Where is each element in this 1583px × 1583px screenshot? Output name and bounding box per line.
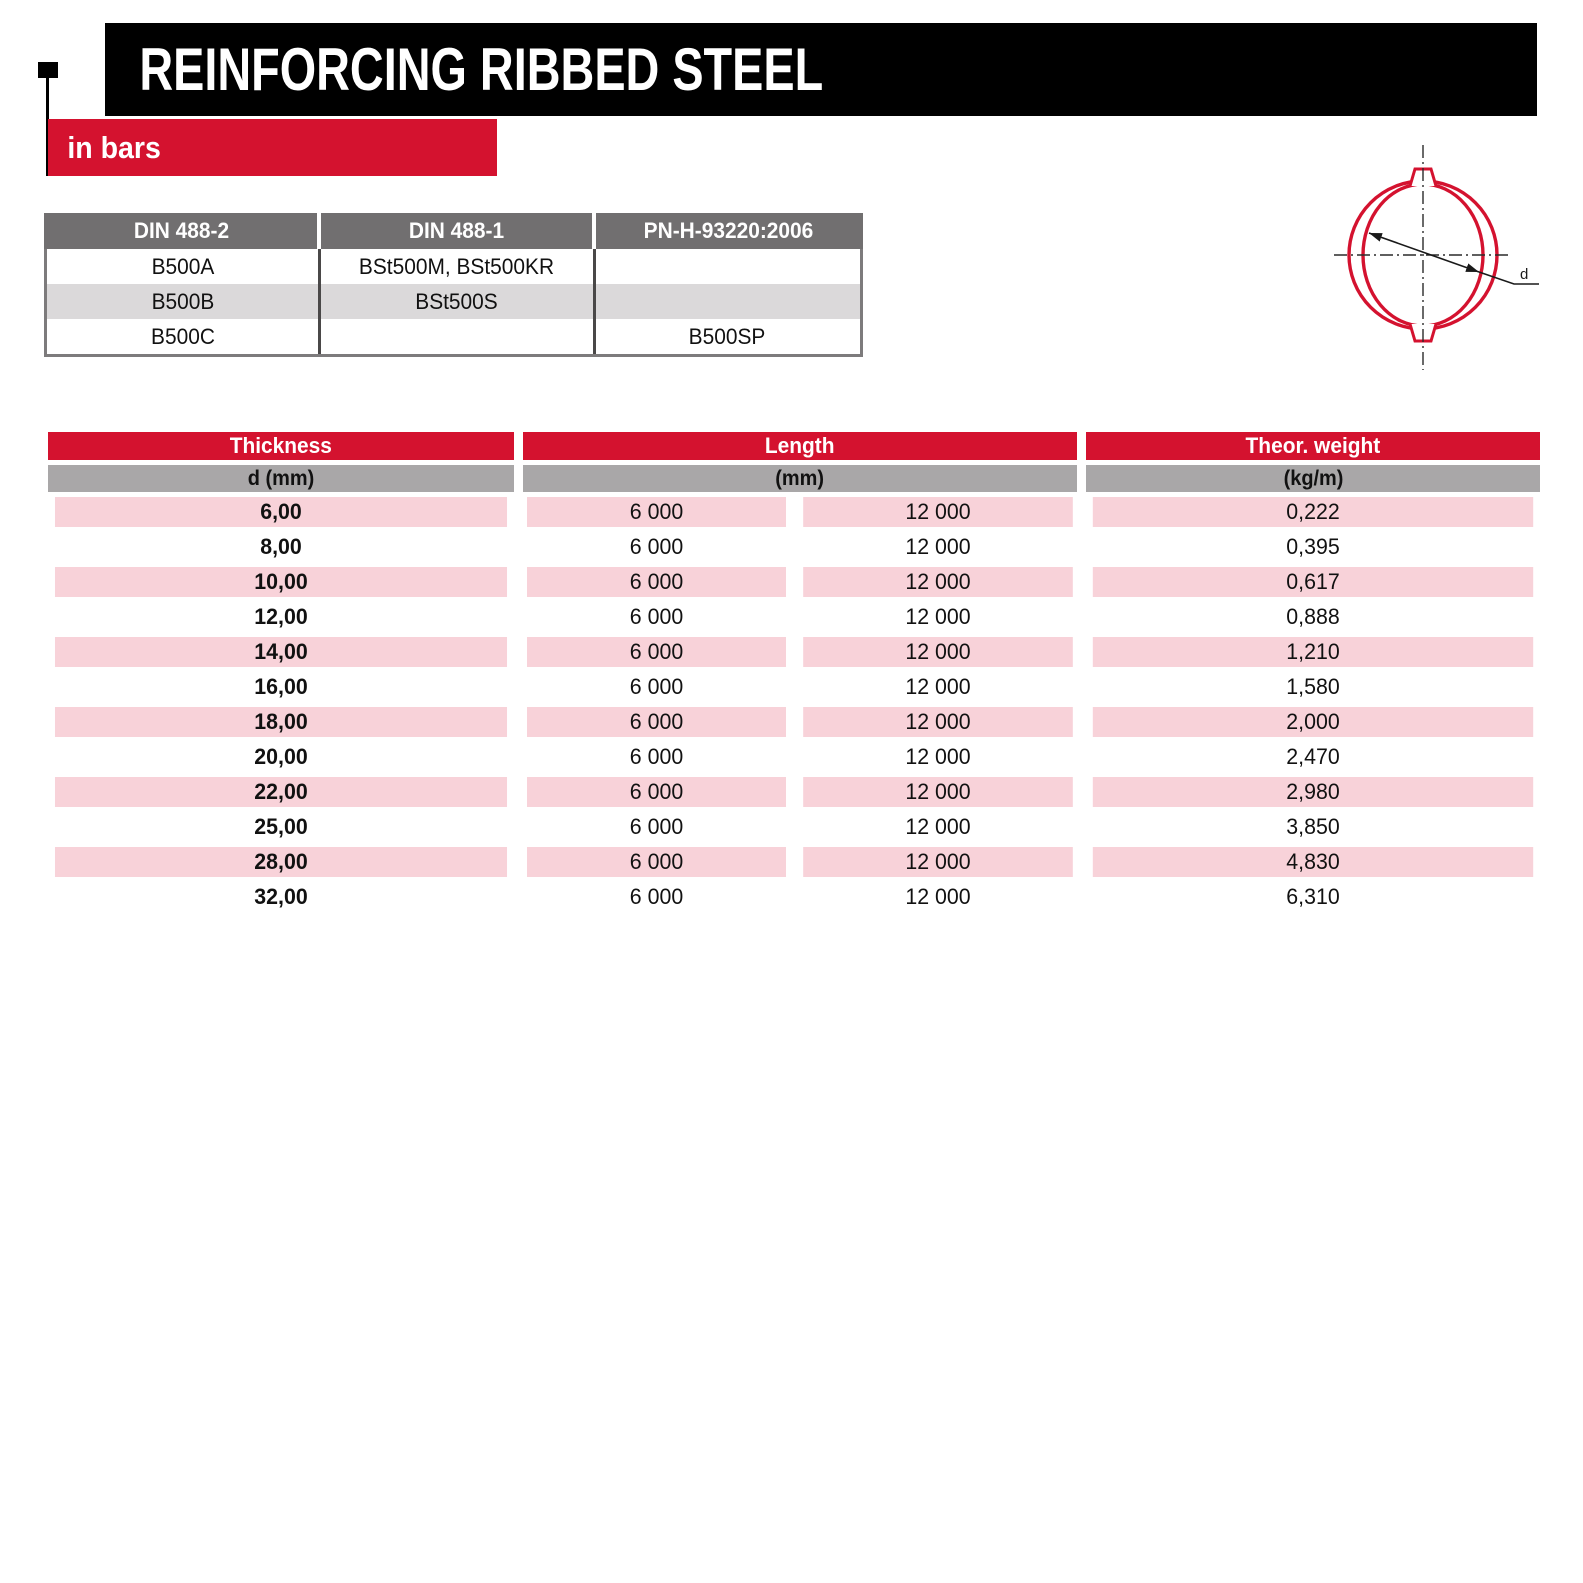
spec-table-row <box>48 637 1540 667</box>
cell-thickness: 28,00 <box>55 847 507 877</box>
cell-length-12000: 12 000 <box>905 814 971 839</box>
spec-table-row <box>48 567 1540 597</box>
cell-length-6000: 6 000 <box>629 604 684 629</box>
title-bar <box>105 23 1537 116</box>
cell-length-6000: 6 000 <box>629 534 684 559</box>
cell-length-6000: 6 000 <box>629 674 684 699</box>
diameter-arrow <box>1369 233 1479 272</box>
cell-theor-weight: 1,210 <box>1093 637 1533 667</box>
header-separator <box>317 213 321 249</box>
standards-header-din488-1: DIN 488-1 <box>408 218 505 243</box>
standards-cell-pn-h: B500SP <box>688 323 766 349</box>
cell-theor-weight: 2,000 <box>1093 707 1533 737</box>
cell-length-12000: 12 000 <box>905 604 971 629</box>
spec-unit-weight: (kg/m) <box>1086 465 1540 492</box>
standards-cell-din488-1 <box>326 319 587 354</box>
bar-cross-section-diagram <box>1325 142 1560 377</box>
cell-length-12000: 12 000 <box>803 637 1073 667</box>
cell-theor-weight: 2,980 <box>1093 777 1533 807</box>
spec-table-row <box>48 672 1540 702</box>
standards-cell-din488-1: BSt500M, BSt500KR <box>358 253 555 279</box>
cell-length-12000: 12 000 <box>905 534 971 559</box>
standards-cell-din488-2: B500B <box>151 288 215 314</box>
spec-header-weight: Theor. weight <box>1086 432 1540 460</box>
spec-table-row <box>48 742 1540 772</box>
cell-length-12000: 12 000 <box>803 847 1073 877</box>
standards-header-pn-h: PN-H-93220:2006 <box>643 218 814 243</box>
standards-cell-pn-h <box>601 249 854 284</box>
spec-unit-length: (mm) <box>523 465 1077 492</box>
cell-theor-weight: 2,470 <box>1286 744 1340 769</box>
page-title: REINFORCING RIBBED STEEL <box>139 36 824 103</box>
cell-length-12000: 12 000 <box>803 707 1073 737</box>
spec-table-units <box>48 465 1540 492</box>
cell-thickness: 16,00 <box>254 674 308 699</box>
cell-thickness: 22,00 <box>55 777 507 807</box>
cell-theor-weight: 0,222 <box>1093 497 1533 527</box>
cell-length-12000: 12 000 <box>905 884 971 909</box>
column-separator <box>593 249 596 354</box>
cell-length-6000: 6 000 <box>527 637 786 667</box>
standards-cell-pn-h <box>601 284 854 319</box>
cell-theor-weight: 6,310 <box>1286 884 1340 909</box>
standards-table <box>44 213 863 357</box>
standards-cell-din488-2: B500C <box>151 323 215 349</box>
spec-unit-thickness: d (mm) <box>48 465 514 492</box>
header-separator <box>592 213 596 249</box>
diameter-label: d <box>1520 266 1529 283</box>
cell-length-6000: 6 000 <box>527 777 786 807</box>
corner-square-marker <box>38 62 58 78</box>
cell-length-6000: 6 000 <box>527 707 786 737</box>
spec-table-header <box>48 432 1540 460</box>
diameter-leader-line <box>1479 272 1539 284</box>
spec-table-row <box>48 602 1540 632</box>
standards-header-din488-2: DIN 488-2 <box>133 218 230 243</box>
cell-length-12000: 12 000 <box>803 497 1073 527</box>
cell-thickness: 10,00 <box>55 567 507 597</box>
cell-thickness: 6,00 <box>55 497 507 527</box>
standards-table-row <box>47 319 860 354</box>
cell-length-6000: 6 000 <box>527 847 786 877</box>
cell-length-12000: 12 000 <box>803 567 1073 597</box>
spec-table <box>48 432 1540 917</box>
spec-table-row <box>48 847 1540 877</box>
spec-header-length: Length <box>523 432 1077 460</box>
standards-table-row <box>47 249 860 284</box>
cell-theor-weight: 4,830 <box>1093 847 1533 877</box>
cell-length-12000: 12 000 <box>905 674 971 699</box>
cell-theor-weight: 0,888 <box>1286 604 1340 629</box>
cell-length-6000: 6 000 <box>629 814 684 839</box>
cell-length-6000: 6 000 <box>527 567 786 597</box>
standards-table-header <box>44 213 863 249</box>
spec-table-row <box>48 882 1540 912</box>
spec-table-row <box>48 812 1540 842</box>
standards-cell-din488-2: B500A <box>151 253 215 279</box>
standards-table-row <box>47 284 860 319</box>
cell-thickness: 18,00 <box>55 707 507 737</box>
spec-table-row <box>48 497 1540 527</box>
spec-table-row <box>48 532 1540 562</box>
cell-thickness: 14,00 <box>55 637 507 667</box>
cell-length-12000: 12 000 <box>905 744 971 769</box>
cell-thickness: 8,00 <box>260 534 302 559</box>
subtitle-bar <box>48 119 497 176</box>
cell-length-6000: 6 000 <box>629 744 684 769</box>
cell-theor-weight: 3,850 <box>1286 814 1340 839</box>
page-subtitle: in bars <box>67 129 161 165</box>
cell-thickness: 12,00 <box>254 604 308 629</box>
standards-table-body <box>44 249 863 357</box>
spec-table-row <box>48 777 1540 807</box>
cell-length-6000: 6 000 <box>629 884 684 909</box>
cell-length-6000: 6 000 <box>527 497 786 527</box>
cell-thickness: 32,00 <box>254 884 308 909</box>
cell-theor-weight: 1,580 <box>1286 674 1340 699</box>
spec-table-row <box>48 707 1540 737</box>
spec-header-thickness: Thickness <box>48 432 514 460</box>
cell-theor-weight: 0,395 <box>1286 534 1340 559</box>
cell-thickness: 25,00 <box>254 814 308 839</box>
standards-cell-din488-1: BSt500S <box>415 288 498 314</box>
cell-length-12000: 12 000 <box>803 777 1073 807</box>
column-separator <box>318 249 321 354</box>
spec-table-rows <box>48 497 1540 912</box>
cell-theor-weight: 0,617 <box>1093 567 1533 597</box>
cell-thickness: 20,00 <box>254 744 308 769</box>
